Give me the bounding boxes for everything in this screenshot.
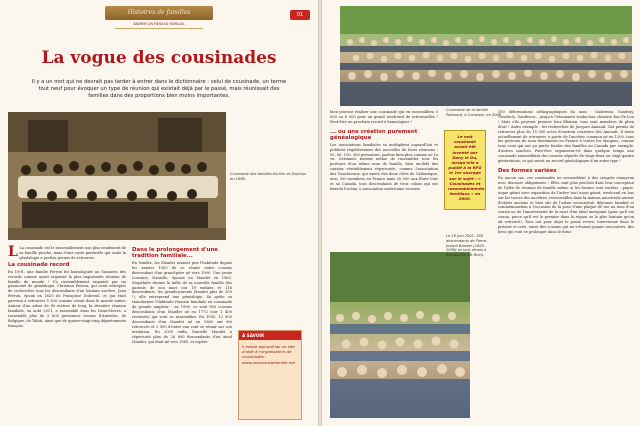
sidebar-box <box>238 330 302 420</box>
col1-paragraph-2: En 1991, une famille Ferron fut homologuée au Guinness des records comme ayant organisé la plus importante réunion de famille du monde ! Un rassemblement organisé par un passionné de généalogie, Christian Ferron, qui avait entrepris de rechercher tous les descendants d'un lointain ancêtre, Jean Ferron, époux en 1620 de Françoise Dubreuil, et qui était parvenu à retrouver 5 200 cousins vivant dans le monde entier. Autour d'un arbre de 80 mètres de long, la dernière réunion familiale, en août 2011, a rassemblé dans les Deux-Sèvres, a rassemblé plus de 2 600 personnes venues d'Autriche, de Belgique, de Tahiti, ainsi que de quatre-vingt-cinq départements français. <box>8 269 126 328</box>
sidebar-text: Il existe aujourd'hui un site d'aide à l'organisation de cousinades : www.reunionsdefamille.net <box>242 344 296 365</box>
historic-photo-illustration <box>8 112 226 240</box>
callout-box <box>444 130 486 210</box>
section-banner: Histoires de familles <box>105 6 213 20</box>
crowd-photo-illustration <box>340 6 632 106</box>
reunion-photo-illustration <box>330 252 470 418</box>
reunion-photo <box>330 252 470 418</box>
col2-paragraph: En Vendée, les Maudet avaient pris l'habitude depuis les années 1950 de se réunir entre cousins descendant d'un grand-père né vers 1900. Une jeune Lorraine, Danielle, épouse un Maudet en 1963. Stupéfaite devant la taille de sa nouvelle famille (les parents de son mari ont 19 enfants et 116 descendants, les grands-parents Maudet plus de 300 !), elle entreprend une généalogie. Sa quête va transformer l'habitude réunion familiale en cousinade de grande ampleur : en 1990, ce sont 850 cousins descendants d'un Maudet né en 1772 (sur 1 400 recensés) qui vont se rassembler. En 1995, 12 800 descendants d'un Maudet né en 1665 ont été retrouvés et 2 500 d'entre eux vont se réunir sur son invitation. En 2005 enfin, Danielle Maudet a répertorié plus de 26 000 descendants d'un aïeul Maudet, qui était né vers 1565, et espère <box>132 261 232 344</box>
page-number-badge: 01 <box>290 10 310 20</box>
col3-heading: ... ou une création purement généalogique <box>330 128 418 141</box>
section-subbanner: ANIMER UN RÉSEAU FAMILIAL <box>115 21 203 29</box>
right-page <box>322 0 640 426</box>
modern-crowd-photo <box>340 6 632 106</box>
drop-cap: L <box>8 244 18 260</box>
left-page <box>0 0 318 426</box>
column-1 <box>8 246 126 329</box>
article-intro: Il y a un mot qui ne devrait pas tarder à entrer dans le dictionnaire : celui de cousinade, un terme tout neuf pour évoquer un type de réunion qui existait déjà par le passé, mais réunissait des familles dans des proportions bien moins importantes. <box>31 79 287 100</box>
col3-paragraph-2: Les associations familiales se multiplient aujourd'hui et publient régulièrement des nouvelles de leurs réunions : 50, 80, 100, 300 personnes, parfois bien plus comme on l'a vu. Certaines tentent même de rassembler tous les porteurs d'un même nom de famille, bien au-delà des cousins véritablement répertoriés, comme l'association des Gaucheraux, qui existe des deux côtés de l'Atlantique, avec 200 membres en France mais 20 000 aux États-Unis et au Canada, tous descendants de trois colons qui ont franchi l'océan. L'association américaine recense <box>330 142 438 191</box>
callout-text: Le mot cousinade aurait été inventé par Dany le Du, lorsqu'elle a publié à la RFG le 1er ouvrage sur le sujet : « Cousinades et rassemblements familiaux » en 2000. <box>448 134 485 202</box>
col4-paragraph-1: 150 déformations orthographiques du nom : Gadereau, Gaudray, Goodrich, Gauthrow... jusqu'à l'étonnante traduction chinoise Kao-Te-Lou ! Mais s'ils peuvent prouver leur filiation, tous sont membres de plein droit ! Autre exemple : les recherches de Jacques Amiaud. Ont permis de retrouver plus de 15 000 actes d'environ courriers des Amiault. Il tente actuellement de retrouver, à partir de l'ancêtre commun né en 1200, tous les porteurs du nom disséminés en France à toutes les époques, comme tous ceux qui ont pu partir fonder des familles au Canada par exemple, d'autres souches. Peut-être organisera-t-il dans quelque temps une cousinade rassemblant des cousins séparés de vingt-deux ou vingt-quatre générations, ce qui serait un record généalogique d'un autre type ! <box>498 110 634 164</box>
col1-text-1: La cousinade est le rassemblement non plus seulement de sa famille proche, mais d'une vaste parentèle qui seule la généalogie a porfois permis de retrouver. <box>19 246 126 260</box>
col4-heading: Des formes variées <box>498 167 557 174</box>
photo3-caption: Le 16 juin 2002, 350 descendants de Pierre-Joseph Barbier (1825-1898) se sont réunis à Ribeauvillé (Ht-Rhin). <box>446 234 488 258</box>
photo2-caption: Cousinade de la famille Palissard, à Compass, en 2006. <box>446 108 503 117</box>
historic-family-photo <box>8 112 226 240</box>
column-2 <box>132 246 232 344</box>
col1-paragraph-1 <box>8 246 126 261</box>
article-title: La vogue des cousinades <box>41 48 277 68</box>
col4-paragraph-2: En aucun cas, ces cousinades ne ressemblent à des congrès ennuyeux avec discours obligatoires ! Elles sont plus proches dans leur conception de l'idée de réunion de famille même si les formes sont variées : pique-nique géant avec exposition de l'arbre tout aussi géant, week-end en bus sur les traces des ancêtres, retrouvailles dans la maison ancestrale autour d'objets anciens et bien sûr de l'arbre reconstitué, déjeuner familial et commémoration à l'occasion de la pose d'une plaque de rue au nom d'un cousin ou de l'anniversaire de la mort d'un aïeul marquant (pour qu'il est connu, parce qu'il est le premier dans la région ou la plus lointain qu'on ait retrouvé). Tous ont pour objet le passé revive, intervienne dans le présent et crée, entre des cousins qui ne s'étaient jamais rencontrés, des liens qui vont se prolonger dans le futur. <box>498 175 634 234</box>
col2-heading: Dans le prolongement d'une tradition familiale... <box>132 247 218 259</box>
col3-paragraph-1: bien pouvoir réaliser une cousinade qui en rassemblera 5 000 ou 6 000 pour un grand week-end de retrouvailles ! Peut-être un prochain record à homologuer ! <box>330 110 438 124</box>
sidebar-heading: À SAVOIR <box>239 331 301 340</box>
column-4 <box>498 110 634 235</box>
col1-heading: La cousinade record <box>8 261 70 268</box>
column-3 <box>330 110 438 192</box>
photo1-caption: Cousinade des familles Kocklin et Dolphus en 1886. <box>230 172 307 181</box>
